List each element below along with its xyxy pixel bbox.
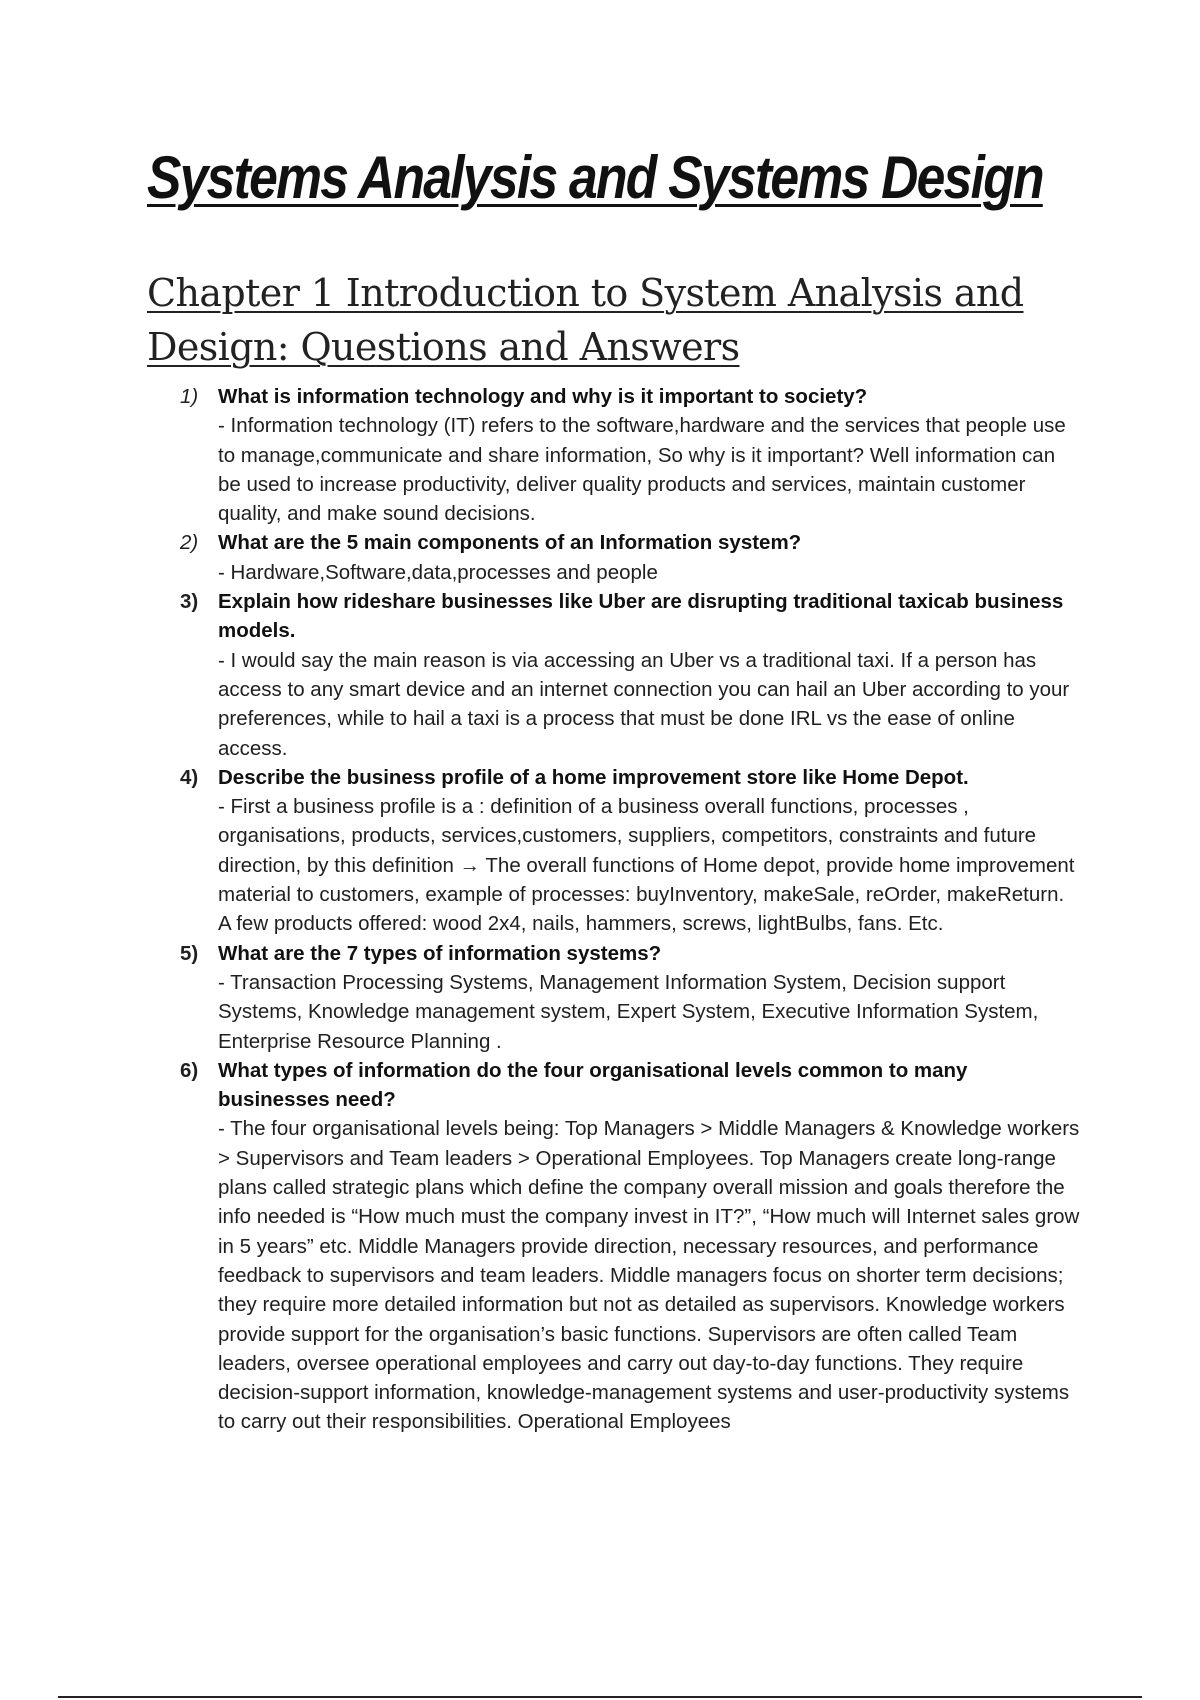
answer-text: - Hardware,Software,data,processes and people	[218, 560, 658, 584]
answer-text: - Information technology (IT) refers to the software,hardware and the services that people use to manage,communicate and share information, So why is it important? Well information can be used to increase productivity, deliver quality products and services, maintain customer quality, and make sound decisions.	[218, 414, 1066, 526]
answer-text: - Transaction Processing Systems, Management Information System, Decision support Systems, Knowledge management system, Expert System, Executive Information System, Enterprise Resource Planning .	[218, 970, 1039, 1053]
question-text: What is information technology and why is it important to society?	[218, 385, 868, 408]
question-number: 2)	[180, 531, 199, 555]
answer-text: - First a business profile is a : definition of a business overall functions, processes , organisations, products, services,customers, suppliers, competitors, constraints and future direction, by this definition → The overall functions of Home depot, provide home improvement material to customers, example of processes: buyInventory, makeSale, reOrder, makeReturn. A few products offered: wood 2x4, nails, hammers, screws, lightBulbs, fans. Etc.	[218, 795, 1075, 936]
qa-item-1	[180, 382, 1080, 528]
qa-item-2	[180, 528, 1080, 587]
qa-item-3	[180, 587, 1080, 763]
question-text: What types of information do the four organisational levels common to many businesses need?	[218, 1058, 968, 1112]
question-number: 3)	[180, 590, 199, 614]
qa-item-4	[180, 763, 1080, 939]
qa-item-5	[180, 939, 1080, 1056]
footer-divider	[58, 1696, 1142, 1698]
chapter-title: Chapter 1 Introduction to System Analysis and Design: Questions and Answers	[147, 271, 1024, 369]
question-number: 6)	[180, 1058, 199, 1082]
question-number: 1)	[180, 385, 199, 408]
question-text: What are the 7 types of information systems?	[218, 941, 662, 965]
answer-text: - I would say the main reason is via accessing an Uber vs a traditional taxi. If a person has access to any smart device and an internet connection you can hail an Uber according to your preferences, while to hail a taxi is a process that must be done IRL vs the ease of online access.	[218, 648, 1070, 760]
question-number: 5)	[180, 941, 199, 965]
qa-list	[180, 382, 1080, 1437]
answer-text: - The four organisational levels being: Top Managers > Middle Managers & Knowledge workers > Supervisors and Team leaders > Operational Employees. Top Managers create long-range plans called strategic plans which define the company overall mission and goals therefore the info needed is “How much must the company invest in IT?”, “How much will Internet sales grow in 5 years” etc. Middle Managers provide direction, necessary resources, and performance feedback to supervisors and team leaders. Middle managers focus on shorter term decisions; they require more detailed information but not as detailed as supervisors. Knowledge workers provide support for the organisation’s basic functions. Supervisors are often called Team leaders, oversee operational employees and carry out day-to-day functions. They require decision-support information, knowledge-management systems and user-productivity systems to carry out their responsibilities. Operational Employees	[218, 1117, 1080, 1434]
question-number: 4)	[180, 765, 199, 789]
question-text: Explain how rideshare businesses like Uber are disrupting traditional taxicab business models.	[218, 590, 1064, 643]
question-text: What are the 5 main components of an Information system?	[218, 531, 802, 555]
document-title: Systems Analysis and Systems Design	[147, 144, 1043, 211]
question-text: Describe the business profile of a home improvement store like Home Depot.	[218, 765, 969, 789]
qa-item-6	[180, 1056, 1080, 1437]
